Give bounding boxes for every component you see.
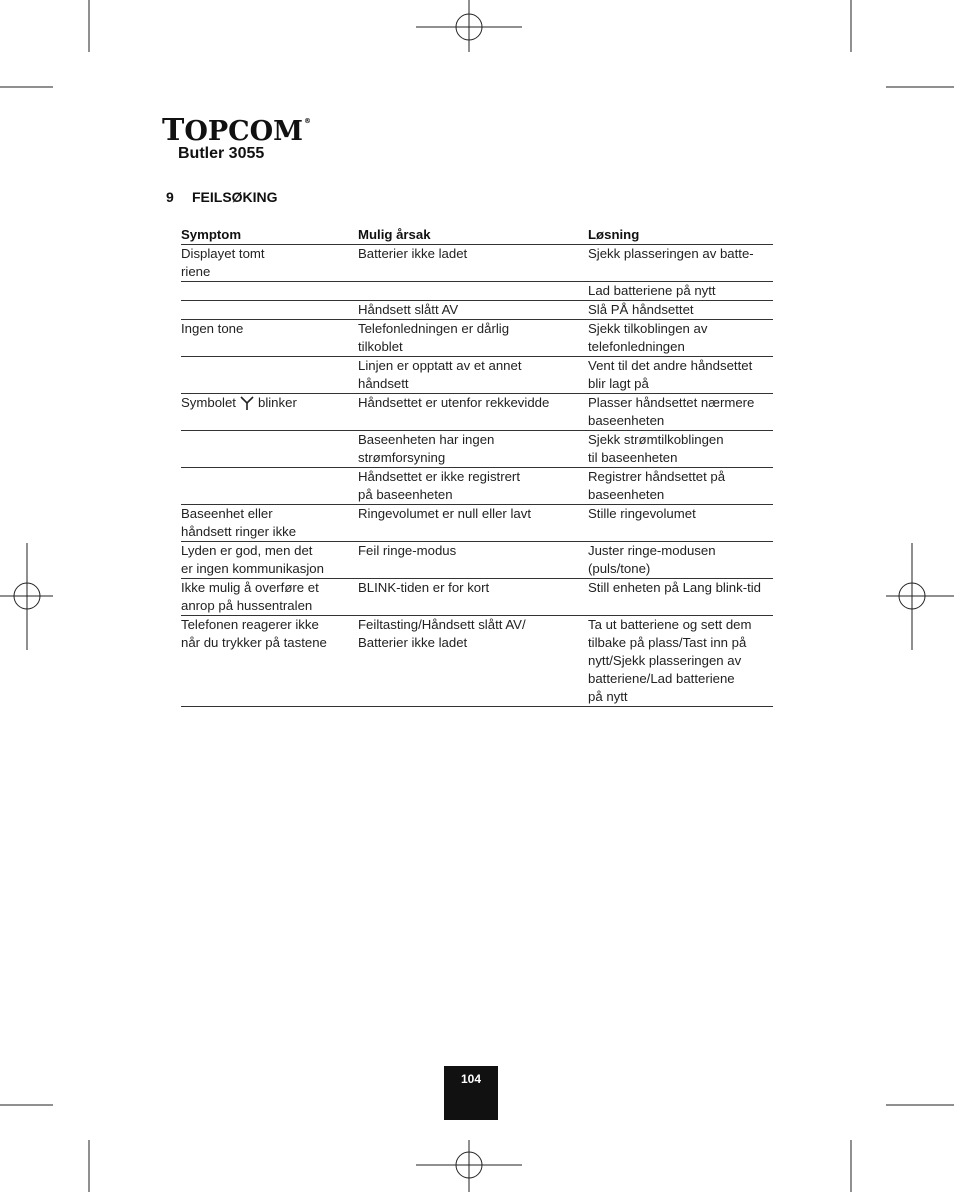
table-row	[181, 282, 773, 301]
brand-logo	[162, 113, 312, 148]
section-number: 9	[166, 189, 174, 205]
symptom-cell: Displayet tomt riene	[181, 246, 265, 279]
cause-cell: Håndsett slått AV	[358, 302, 459, 317]
cause-cell: Håndsettet er utenfor rekkevidde	[358, 395, 550, 410]
solution-cell: Plasser håndsettet nærmere baseenheten	[588, 395, 755, 428]
solution-cell: Stille ringevolumet	[588, 506, 696, 521]
solution-cell: Sjekk tilkoblingen av telefonledningen	[588, 321, 708, 354]
cause-cell: Baseenheten har ingen strømforsyning	[358, 432, 495, 465]
cause-cell: Håndsettet er ikke registrert på baseenheten	[358, 469, 520, 502]
registered-mark: ®	[304, 117, 312, 125]
section-heading	[166, 189, 278, 205]
symptom-cell: Lyden er god, men det er ingen kommunikasjon	[181, 543, 324, 576]
table-row	[181, 245, 773, 282]
solution-cell: Sjekk plasseringen av batte-	[588, 246, 754, 261]
solution-cell: Slå PÅ håndsettet	[588, 302, 694, 317]
solution-cell: Still enheten på Lang blink-tid	[588, 580, 762, 595]
model-name: Butler 3055	[178, 145, 265, 162]
cause-cell: Linjen er opptatt av et annet håndsett	[358, 358, 522, 391]
table-header-row	[181, 226, 773, 245]
brand-logo-lead: T	[162, 113, 185, 148]
cause-cell: Feil ringe-modus	[358, 543, 457, 558]
symptom-cell: Ingen tone	[181, 321, 244, 336]
brand-logo-rest: OPCOM	[184, 116, 304, 147]
cause-cell: Ringevolumet er null eller lavt	[358, 506, 531, 521]
solution-cell: Lad batteriene på nytt	[588, 283, 716, 298]
symptom-cell: Baseenhet eller håndsett ringer ikke	[181, 506, 297, 539]
cause-cell: BLINK-tiden er for kort	[358, 580, 490, 595]
table-row	[181, 468, 773, 505]
table-row	[181, 505, 773, 542]
antenna-icon	[240, 396, 254, 415]
table-row	[181, 431, 773, 468]
solution-cell: Juster ringe-modusen (puls/tone)	[588, 543, 716, 576]
table-row	[181, 542, 773, 579]
solution-cell: Vent til det andre håndsettet blir lagt på	[588, 358, 753, 391]
symbol-label-before: Symbolet	[181, 395, 236, 410]
table-row	[181, 394, 773, 431]
solution-cell: Registrer håndsettet på baseenheten	[588, 469, 726, 502]
symptom-cell	[181, 394, 358, 415]
header-symptom: Symptom	[181, 226, 358, 245]
table-row	[181, 357, 773, 394]
table-row	[181, 320, 773, 357]
page-number: 104	[444, 1066, 498, 1120]
solution-cell: Sjekk strømtilkoblingen til baseenheten	[588, 432, 724, 465]
symptom-cell: Ikke mulig å overføre et anrop på hussentralen	[181, 580, 319, 613]
table-row	[181, 579, 773, 616]
symptom-cell: Telefonen reagerer ikke når du trykker på tastene	[181, 617, 327, 650]
solution-cell: Ta ut batteriene og sett dem tilbake på plass/Tast inn på nytt/Sjekk plasseringen av batteriene/Lad batteriene på nytt	[588, 617, 752, 704]
section-title: FEILSØKING	[192, 189, 278, 205]
symbol-label-after: blinker	[257, 395, 297, 410]
cause-cell: Telefonledningen er dårlig tilkoblet	[358, 321, 510, 354]
cause-cell: Batterier ikke ladet	[358, 246, 468, 261]
header-cause: Mulig årsak	[358, 226, 588, 245]
troubleshooting-table	[181, 226, 773, 707]
table-row	[181, 616, 773, 707]
header-solution: Løsning	[588, 226, 773, 245]
table-row	[181, 301, 773, 320]
cause-cell: Feiltasting/Håndsett slått AV/ Batterier ikke ladet	[358, 617, 526, 650]
